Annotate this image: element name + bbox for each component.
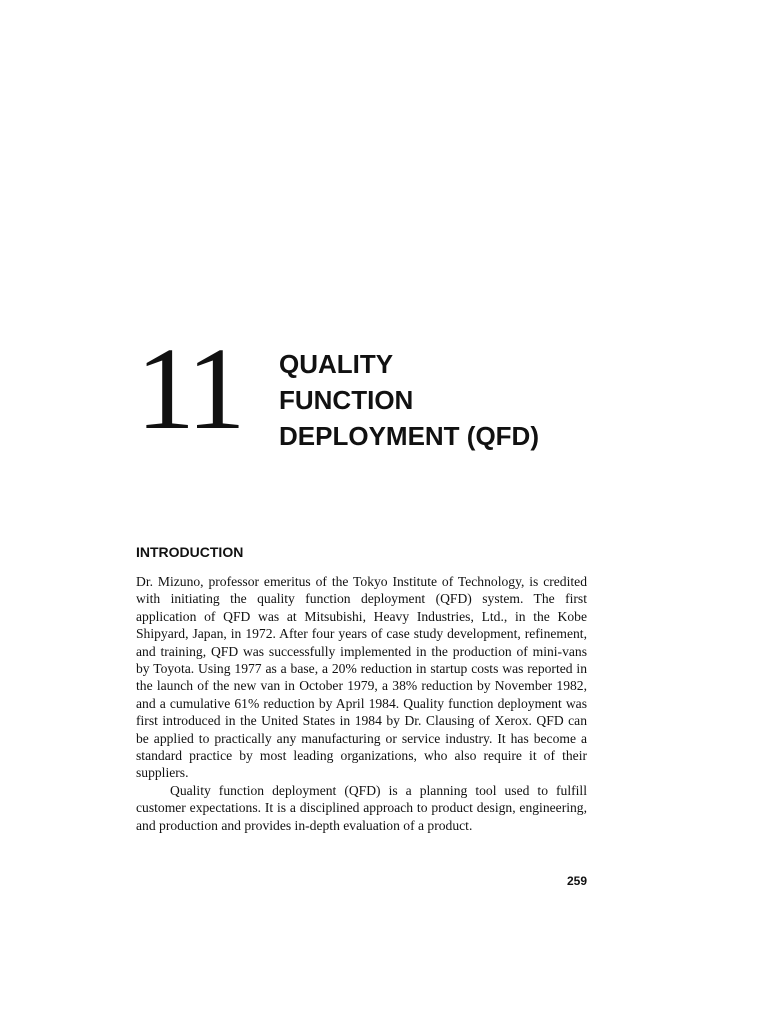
chapter-number: 11: [136, 323, 242, 454]
chapter-title-line: QUALITY: [279, 349, 394, 379]
chapter-title-line: FUNCTION: [279, 385, 414, 415]
paragraph: Dr. Mizuno, professor emeritus of the Tokyo Institute of Technology, is credited with initiating the quality function deployment (QFD) system. The first application of QFD was at Mitsubishi, Heavy Industries, Ltd., in the Kobe Shipyard, Japan, in 1972. After four years of case study development, refinement, and training, QFD was successfully implemented in the production of mini-vans by Toyota. Using 1977 as a base, a 20% reduction in startup costs was reported in the launch of the new van in October 1979, a 38% reduction by November 1982, and a cumulative 61% reduction by April 1984. Quality function deployment was first introduced in the United States in 1984 by Dr. Clausing of Xerox. QFD can be applied to practically any manufacturing or service industry. It has become a standard practice by most leading organizations, who also require it of their suppliers.: [136, 574, 587, 781]
chapter-title: [279, 346, 539, 454]
section-heading: INTRODUCTION: [136, 544, 244, 560]
paragraph: Quality function deployment (QFD) is a planning tool used to fulfill customer expectations. It is a disciplined approach to product design, engineering, and production and provides in-depth evaluation of a product.: [136, 782, 587, 833]
body-text: [136, 573, 587, 834]
chapter-title-line: DEPLOYMENT (QFD): [279, 421, 539, 451]
page-number: 259: [566, 874, 587, 888]
